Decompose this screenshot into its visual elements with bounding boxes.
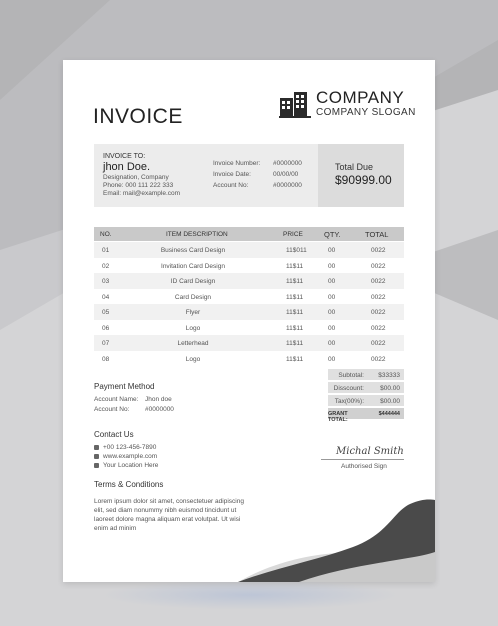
row-description: Flyer: [185, 309, 201, 316]
row-total: 0022: [371, 278, 386, 285]
row-qty: 00: [328, 262, 336, 270]
table-row: [94, 320, 404, 336]
grand-total-value: $444444: [378, 411, 400, 417]
row-total: 0022: [371, 247, 386, 254]
row-qty: 00: [328, 340, 336, 347]
customer-email: Email: mail@example.com: [103, 190, 181, 197]
row-description: Invitation Card Design: [161, 262, 225, 270]
row-price: 11$11: [286, 324, 304, 332]
invoice-page: [63, 60, 435, 582]
signature-script: Michal Smith: [336, 446, 404, 457]
row-number: 05: [102, 309, 110, 316]
row-total: 0022: [371, 262, 386, 270]
row-qty: 00: [328, 324, 336, 332]
col-price: PRICE: [283, 231, 303, 238]
subtotal-label: Subtotal:: [338, 371, 364, 379]
row-description: Letterhead: [177, 340, 209, 347]
account-no: #0000000: [273, 182, 302, 189]
invoice-number-label: Invoice Number:: [213, 160, 261, 167]
payment-account-name-label: Account Name:: [94, 396, 139, 403]
row-description: ID Card Design: [170, 278, 216, 285]
total-due-label: Total Due: [335, 162, 374, 172]
invoice-title: INVOICE: [93, 105, 183, 128]
row-number: 02: [102, 262, 110, 270]
row-total: 0022: [371, 340, 386, 347]
terms-line: enim ad minim: [94, 525, 137, 532]
row-number: 07: [102, 340, 110, 347]
row-number: 08: [102, 355, 110, 363]
signature-caption: Authorised Sign: [341, 463, 387, 470]
row-number: 04: [102, 293, 110, 301]
discount-value: $00.00: [380, 384, 400, 392]
row-number: 06: [102, 324, 110, 332]
row-price: 11$011: [286, 247, 307, 254]
company-name: COMPANY: [316, 88, 405, 107]
invoice-number: #0000000: [273, 160, 302, 167]
contact-web: www.example.com: [103, 453, 158, 460]
payment-account-no-label: Account No:: [94, 406, 130, 413]
table-row: [94, 289, 404, 305]
table-row: [94, 351, 404, 367]
terms-line: elit, sed diam nonummy nibh euismod tincidunt ut: [94, 507, 237, 514]
terms-line: laoreet dolore magna aliquam erat volutpat. Ut wisi: [94, 516, 241, 523]
row-price: 11$11: [286, 340, 304, 347]
row-qty: 00: [328, 247, 336, 254]
payment-heading: Payment Method: [94, 382, 155, 391]
row-description: Logo: [185, 355, 201, 363]
discount-label: Disscount:: [333, 384, 364, 392]
row-qty: 00: [328, 355, 336, 363]
payment-account-no: #0000000: [145, 406, 174, 413]
table-row: [94, 273, 404, 289]
col-total: TOTAL: [365, 230, 389, 239]
customer-name: jhon Doe.: [103, 161, 151, 173]
row-total: 0022: [371, 309, 386, 316]
row-total: 0022: [371, 324, 386, 332]
row-price: 11$11: [286, 293, 304, 301]
terms-heading: Terms & Conditions: [94, 480, 164, 489]
row-qty: 00: [328, 293, 336, 301]
table-row: [94, 335, 404, 351]
table-row: [94, 242, 404, 258]
row-qty: 00: [328, 278, 336, 285]
payment-account-name: Jhon doe: [145, 396, 172, 403]
row-price: 11$11: [286, 355, 304, 363]
row-description: Card Design: [174, 293, 212, 301]
contact-address: Your Location Here: [103, 462, 159, 469]
tax-label: Tax(00%):: [334, 397, 364, 405]
table-row: [94, 304, 404, 320]
contact-heading: Contact Us: [94, 430, 134, 439]
row-number: 01: [102, 247, 110, 254]
invoice-date: 00/00/00: [273, 171, 299, 178]
row-description: Business Card Design: [160, 247, 226, 254]
invoice-to-label: INVOICE TO:: [103, 153, 146, 160]
row-qty: 00: [328, 309, 336, 316]
row-price: 11$11: [286, 278, 304, 285]
row-price: 11$11: [286, 262, 304, 270]
account-no-label: Account No:: [213, 182, 249, 189]
row-number: 03: [102, 278, 110, 285]
terms-line: Lorem ipsum dolor sit amet, consectetuer adipiscing: [94, 498, 244, 505]
tax-value: $00.00: [380, 397, 400, 405]
subtotal-value: $33333: [378, 371, 400, 379]
invoice-date-label: Invoice Date:: [213, 171, 251, 178]
total-due-amount: $90999.00: [335, 173, 392, 187]
row-price: 11$11: [286, 309, 304, 316]
contact-phone: +00 123-456-7890: [103, 444, 157, 451]
row-total: 0022: [371, 293, 386, 301]
grand-total-label: GRANT TOTAL:: [328, 411, 348, 423]
row-description: Logo: [185, 324, 201, 332]
row-total: 0022: [371, 355, 386, 363]
page-shadow: [100, 580, 400, 610]
col-qty: QTY.: [324, 230, 341, 239]
company-slogan: COMPANY SLOGAN: [316, 107, 416, 118]
table-row: [94, 258, 404, 274]
col-no: NO.: [100, 231, 112, 238]
col-item-description: ITEM DESCRIPTION: [166, 231, 228, 238]
customer-designation: Designation, Company: [103, 174, 169, 181]
customer-phone: Phone: 000 111 222 333: [103, 182, 174, 189]
